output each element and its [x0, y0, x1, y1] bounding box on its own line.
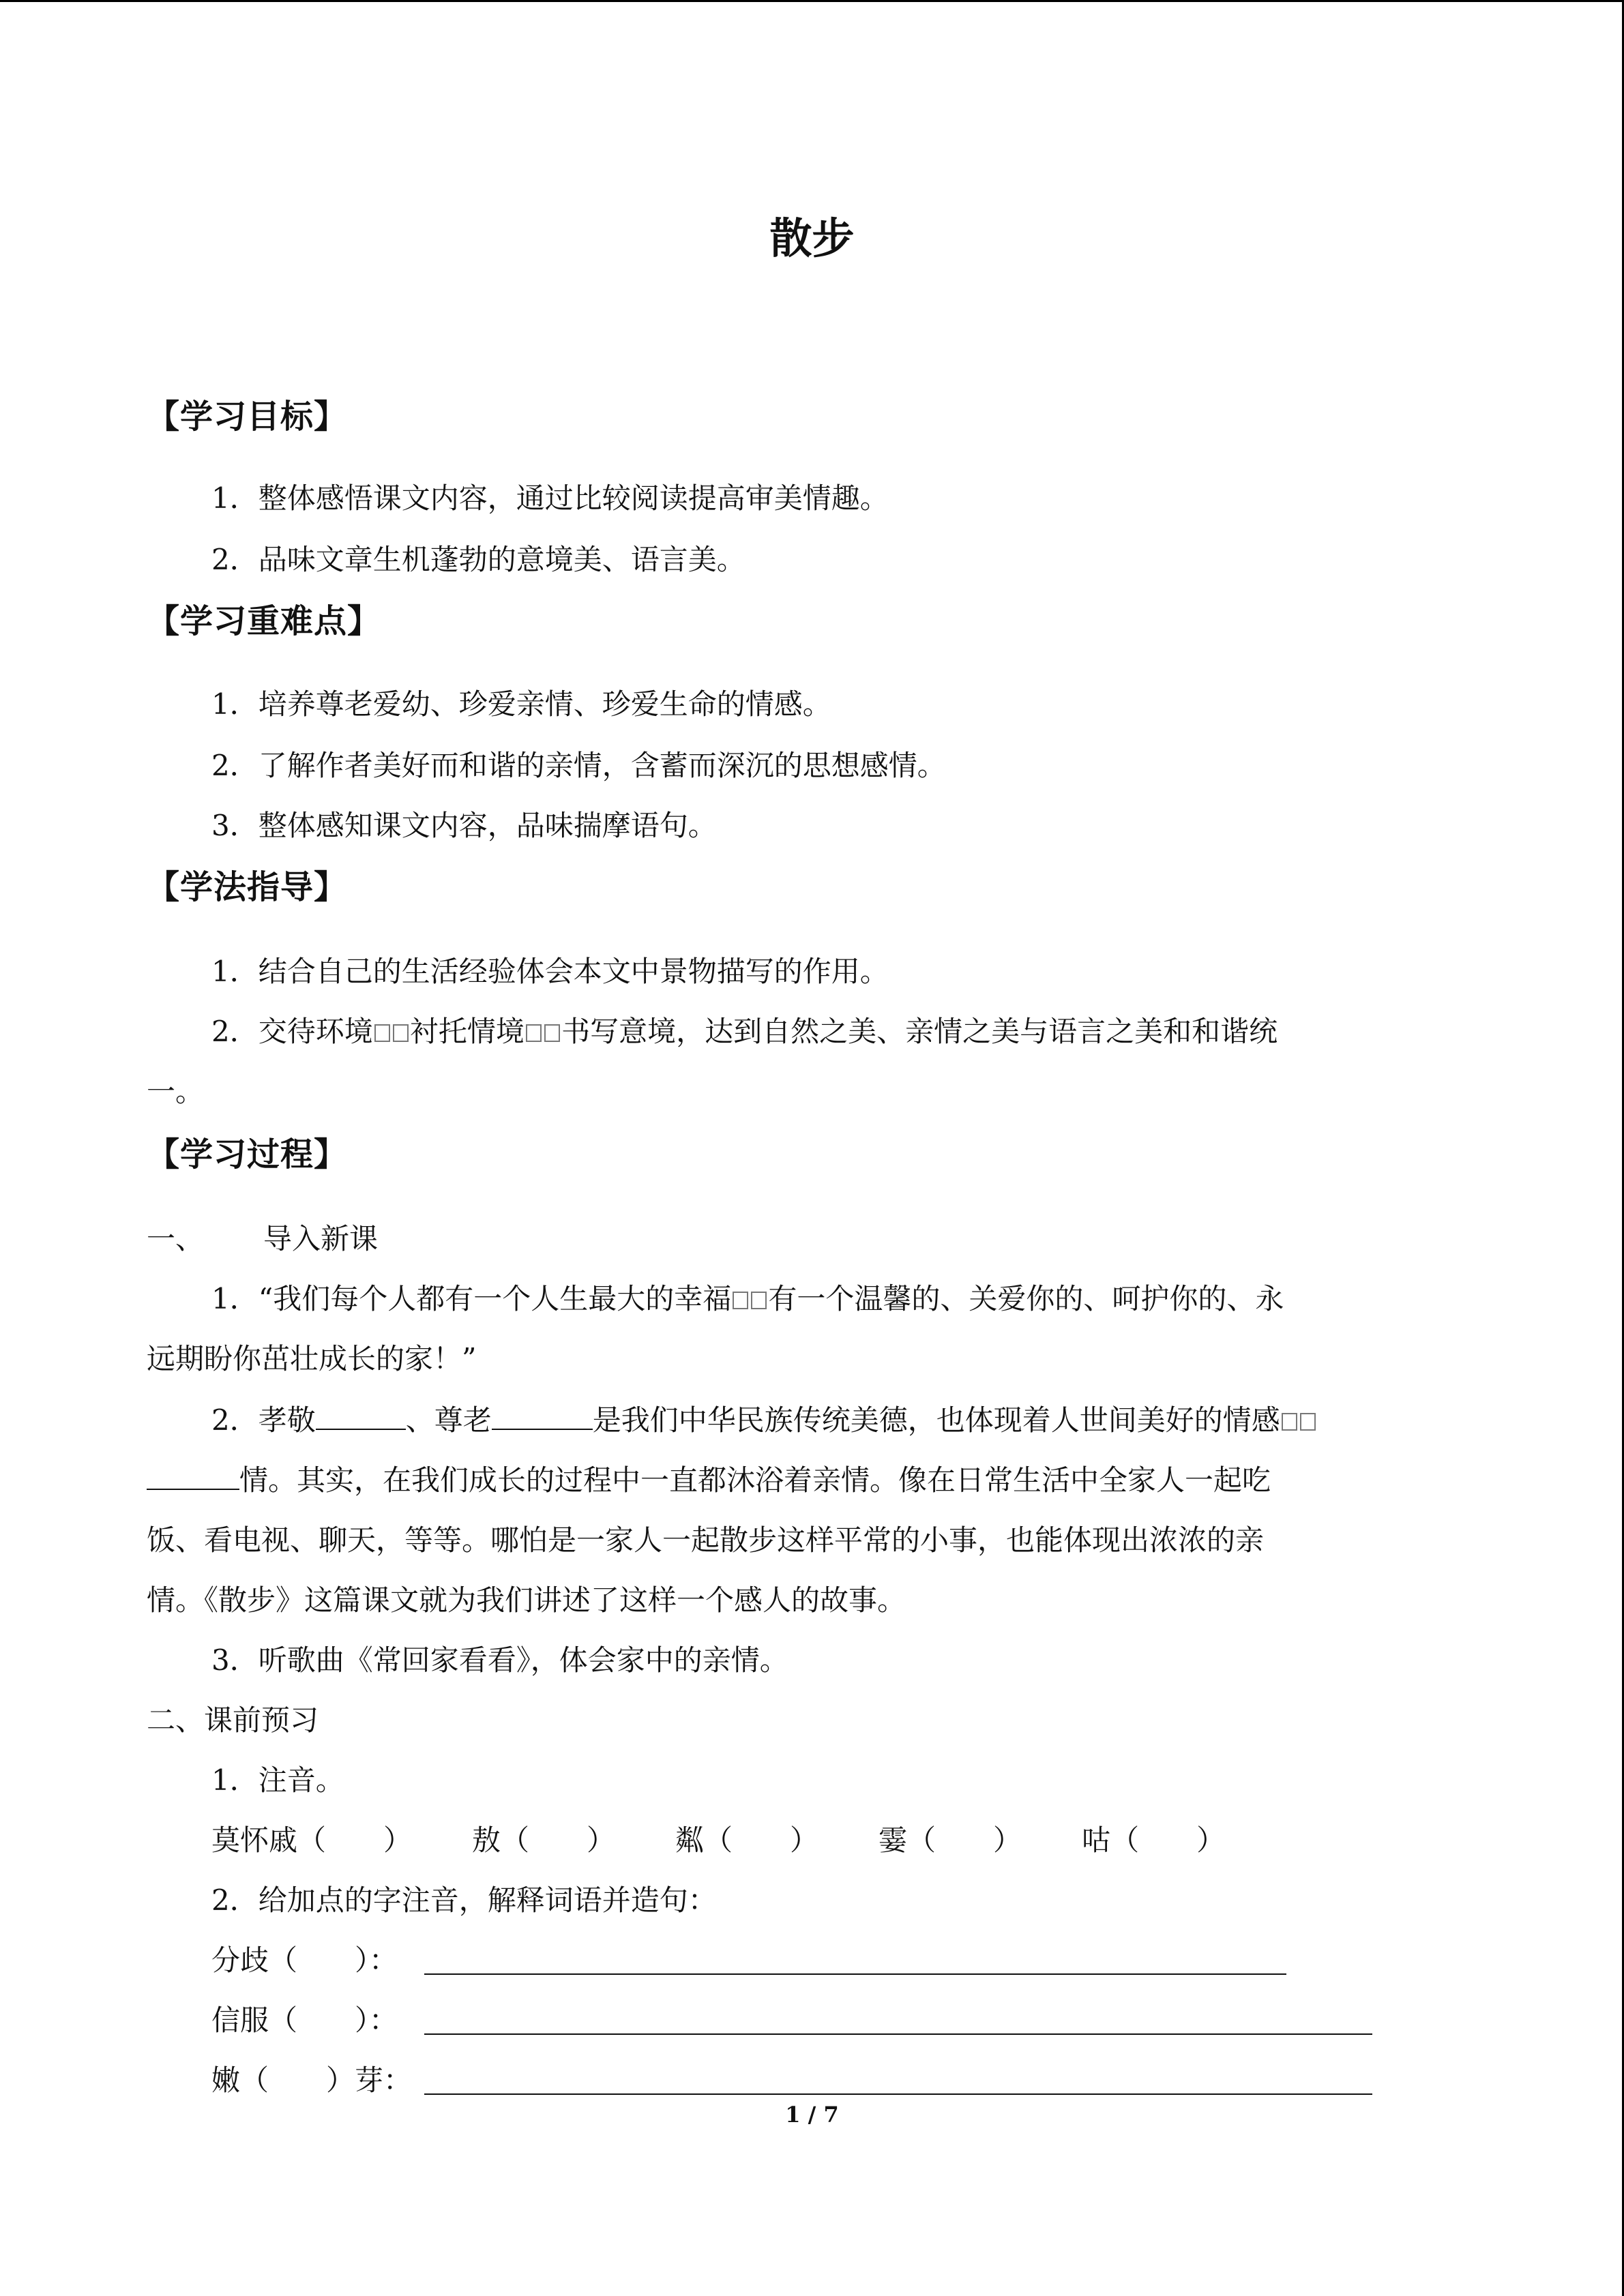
intro-para-2-line4: 情。《散步》这篇课文就为我们讲述了这样一个感人的故事。 — [147, 1583, 906, 1617]
key-point-1: 1．培养尊老爱幼、珍爱亲情、珍爱生命的情感。 — [211, 687, 831, 721]
key-point-2: 2．了解作者美好而和谐的亲情，含蓄而深沉的思想感情。 — [211, 749, 946, 782]
intro-para-3: 3．听歌曲《常回家看看》，体会家中的亲情。 — [211, 1643, 788, 1677]
part1-title: 导入新课 — [263, 1222, 379, 1255]
word-item-1: 分歧（ ）： — [211, 1943, 398, 1977]
answer-line[interactable] — [424, 2033, 1372, 2035]
word-item-2: 信服（ ）： — [211, 2003, 398, 2037]
preview-q1: 1．注音。 — [211, 1763, 344, 1797]
pinyin-item: 粼（ ） — [675, 1823, 819, 1857]
page-border-top — [0, 0, 1624, 2]
method-item-2: 2．交待环境 衬托情境 书写意境，达到自然之美、亲情之美与语言之美和和谐统 — [211, 1015, 1278, 1048]
intro-para-2-line3: 饭、看电视、聊天，等等。哪怕是一家人一起散步这样平常的小事，也能体现出浓浓的亲 — [147, 1523, 1265, 1557]
preview-q2: 2．给加点的字注音，解释词语并造句： — [211, 1883, 717, 1917]
page-title: 散步 — [769, 213, 855, 263]
intro-para-1-cont: 远期盼你茁壮成长的家！” — [147, 1342, 477, 1375]
missing-glyph-box — [733, 1292, 748, 1309]
goal-item-2: 2．品味文章生机蓬勃的意境美、语言美。 — [211, 543, 745, 576]
word-item-3: 嫩（ ）芽： — [211, 2063, 413, 2097]
fill-blank[interactable] — [147, 1460, 239, 1490]
intro-para-2: 2．孝敬 、尊老 是我们中华民族传统美德，也体现着人世间美好的情感 — [211, 1398, 1317, 1439]
goal-item-1: 1．整体感悟课文内容，通过比较阅读提高审美情趣。 — [211, 481, 889, 515]
part2-title: 二、课前预习 — [147, 1703, 319, 1737]
fill-blank[interactable] — [492, 1400, 593, 1430]
intro-para-2-line2: 情。其实，在我们成长的过程中一直都沐浴着亲情。像在日常生活中全家人一起吃 — [147, 1458, 1271, 1499]
missing-glyph-box — [751, 1292, 767, 1309]
missing-glyph-box — [1282, 1413, 1297, 1431]
answer-line[interactable] — [424, 2093, 1372, 2095]
part1-number: 一、 — [147, 1222, 205, 1255]
heading-method: 【学法指导】 — [147, 868, 348, 906]
heading-key-points: 【学习重难点】 — [147, 602, 381, 640]
pinyin-item: 霎（ ） — [879, 1823, 1022, 1857]
missing-glyph-box — [374, 1024, 390, 1042]
intro-para-1: 1．“我们每个人都有一个人生最大的幸福 有一个温馨的、关爱你的、呵护你的、永 — [211, 1282, 1284, 1315]
missing-glyph-box — [544, 1024, 560, 1042]
key-point-3: 3．整体感知课文内容，品味揣摩语句。 — [211, 809, 717, 842]
pinyin-item: 咕（ ） — [1082, 1823, 1226, 1857]
pinyin-item: 莫怀戚（ ） — [211, 1823, 413, 1857]
method-item-1: 1．结合自己的生活经验体会本文中景物描写的作用。 — [211, 955, 889, 988]
fill-blank[interactable] — [316, 1400, 406, 1430]
method-item-2-cont: 一。 — [147, 1075, 205, 1108]
heading-process: 【学习过程】 — [147, 1135, 348, 1174]
heading-goals: 【学习目标】 — [147, 398, 348, 436]
missing-glyph-box — [1300, 1413, 1316, 1431]
missing-glyph-box — [526, 1024, 542, 1042]
pinyin-row — [211, 1818, 1285, 1859]
answer-line[interactable] — [424, 1973, 1286, 1975]
pinyin-item: 敖（ ） — [472, 1823, 616, 1857]
missing-glyph-box — [393, 1024, 409, 1042]
page-number: 1 / 7 — [785, 2102, 839, 2128]
